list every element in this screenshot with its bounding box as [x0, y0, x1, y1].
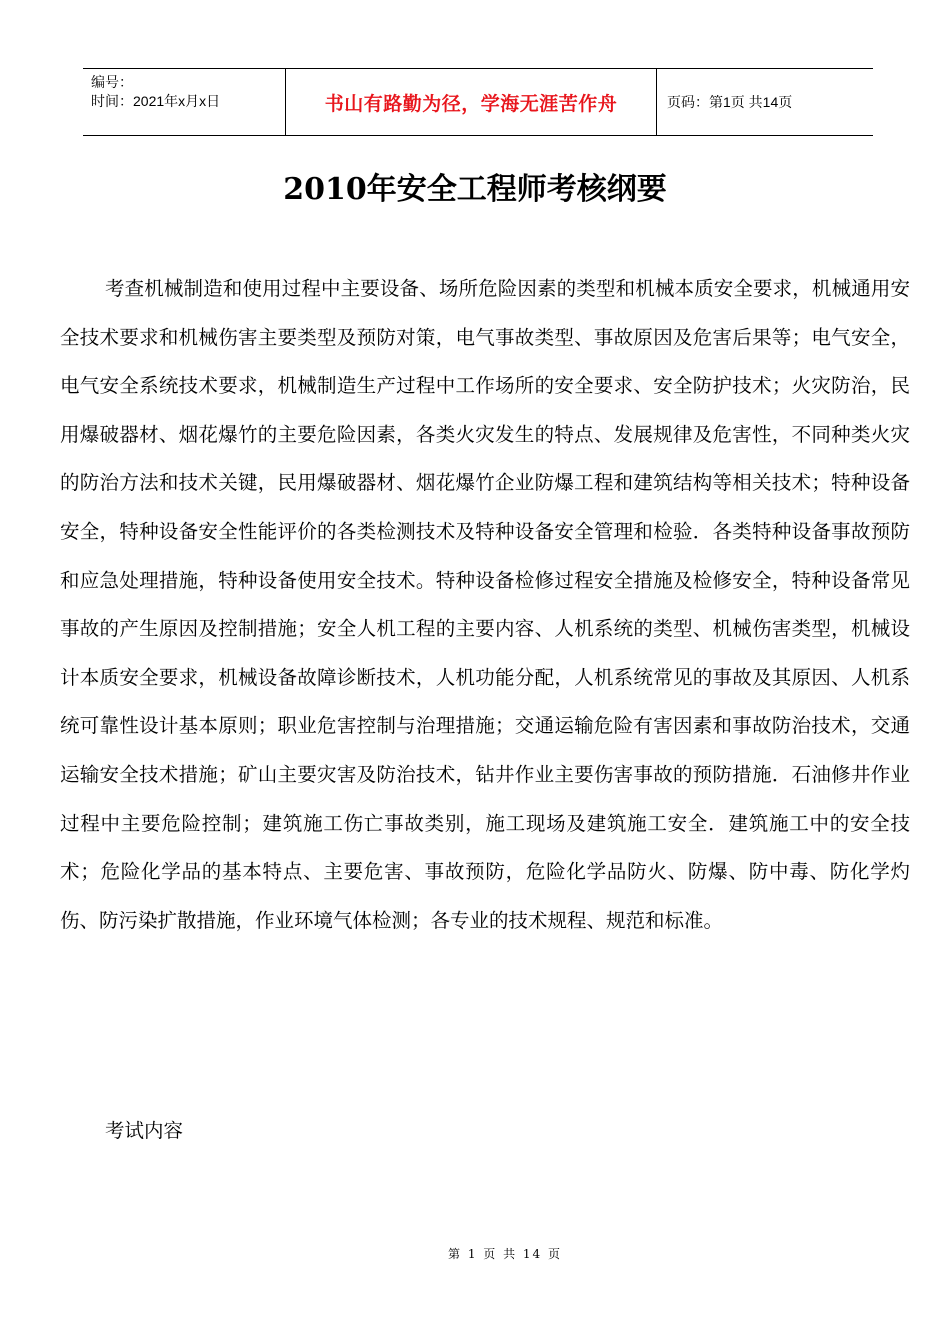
header-meta-cell — [83, 69, 285, 135]
page-footer: 第 1 页 共 14 页 — [448, 1247, 562, 1261]
document-title: 2010年安全工程师考核纲要 — [283, 172, 667, 207]
section-heading-exam-content: 考试内容 — [105, 1119, 184, 1142]
header-page-info: 页码：第1页 共14页 — [667, 94, 793, 110]
document-date-label: 时间：2021年x月x日 — [91, 93, 221, 109]
header-motto-cell — [285, 69, 657, 135]
header-motto: 书山有路勤为径，学海无涯苦作舟 — [324, 92, 618, 115]
body-paragraph: 考查机械制造和使用过程中主要设备、场所危险因素的类型和机械本质安全要求，机械通用安全技术要求和机械伤害主要类型及预防对策，电气事故类型、事故原因及危害后果等；电气安全，电气安全系统技术要求，机械制造生产过程中工作场所的安全要求、安全防护技术；火灾防治，民用爆破器材、烟花爆竹的主要危险因素，各类火灾发生的特点、发展规律及危害性，不同种类火灾的防治方法和技术关键，民用爆破器材、烟花爆竹企业防爆工程和建筑结构等相关技术；特种设备安全，特种设备安全性能评价的各类检测技术及特种设备安全管理和检验．各类特种设备事故预防和应急处理措施，特种设备使用安全技术。特种设备检修过程安全措施及检修安全，特种设备常见事故的产生原因及控制措施；安全人机工程的主要内容、人机系统的类型、机械伤害类型，机械设计本质安全要求，机械设备故障诊断技术，人机功能分配，人机系统常见的事故及其原因、人机系统可靠性设计基本原则；职业危害控制与治理措施；交通运输危险有害因素和事故防治技术，交通运输安全技术措施；矿山主要灾害及防治技术，钻井作业主要伤害事故的预防措施．石油修井作业过程中主要危险控制；建筑施工伤亡事故类别，施工现场及建筑施工安全．建筑施工中的安全技术；危险化学品的基本特点、主要危害、事故预防，危险化学品防火、防爆、防中毒、防化学灼伤、防污染扩散措施，作业环境气体检测；各专业的技术规程、规范和标准。 — [60, 277, 910, 932]
header-table — [83, 68, 873, 136]
document-number-label: 编号： — [91, 74, 133, 90]
header-page-cell — [657, 69, 873, 135]
